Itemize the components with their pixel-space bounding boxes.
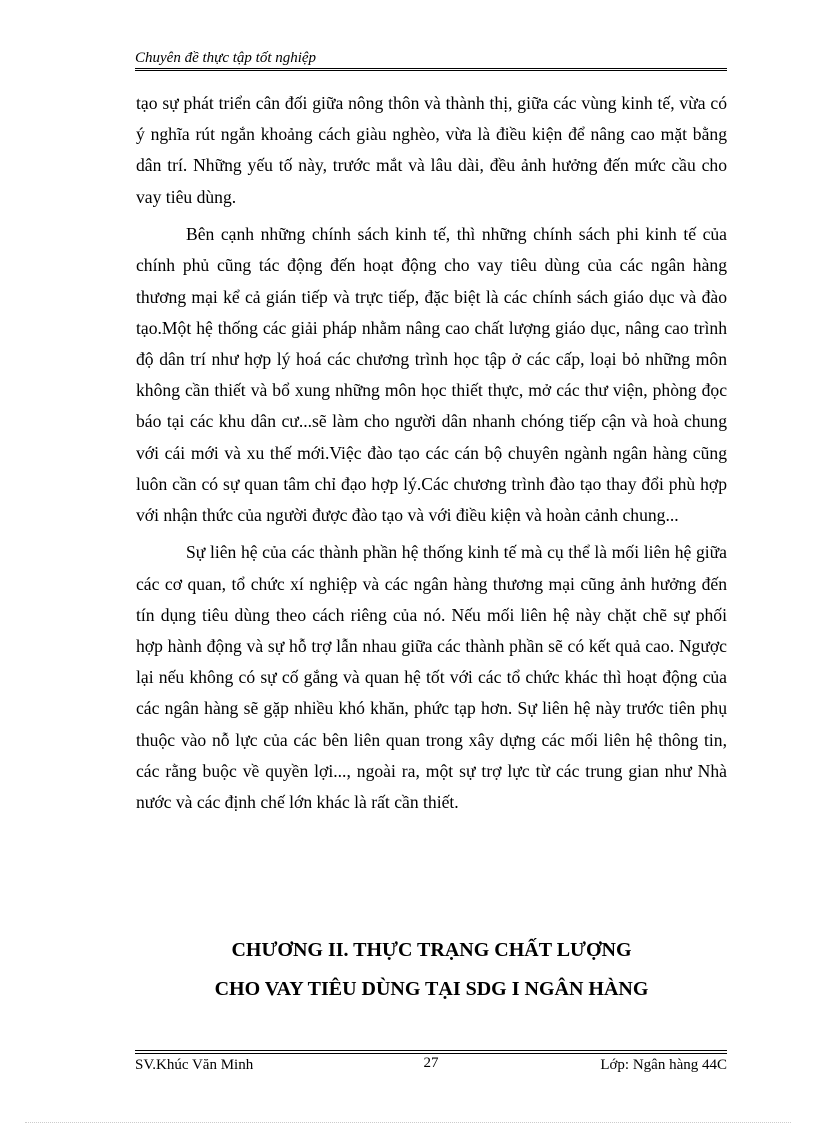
footer-rule bbox=[135, 1050, 727, 1051]
chapter-heading-line-2: CHO VAY TIÊU DÙNG TẠI SDG I NGÂN HÀNG bbox=[214, 978, 649, 1000]
chapter-heading-line-1: CHƯƠNG II. THỰC TRẠNG CHẤT LƯỢNG bbox=[231, 939, 632, 961]
header-rule bbox=[135, 68, 727, 69]
footer-class: Lớp: Ngân hàng 44C bbox=[600, 1057, 727, 1073]
running-header: Chuyên đề thực tập tốt nghiệp bbox=[135, 50, 317, 66]
paragraph-3: Sự liên hệ của các thành phần hệ thống kinh tế mà cụ thể là mối liên hệ giữa các cơ quan, tổ chức xí nghiệp và các ngân hàng thương mại cũng ảnh hưởng đến tín dụng tiêu dùng theo cách riêng của nó. Nếu mối liên hệ này chặt chẽ sự phối hợp hành động và sự hỗ trợ lẫn nhau giữa các thành phần sẽ có kết quả cao. Ngược lại nếu không có sự cố gắng và quan hệ tốt với các tổ chức khác thì hoạt động của các ngân hàng sẽ gặp nhiều khó khăn, phức tạp hơn. Sự liên hệ này trước tiên phụ thuộc vào nỗ lực của các bên liên quan trong xây dựng các mối liên hệ thông tin, các rằng buộc về quyền lợi..., ngoài ra, một sự trợ lực từ các trung gian như Nhà nước và các định chế lớn khác là rất cần thiết. bbox=[136, 542, 727, 813]
paragraph-1: tạo sự phát triển cân đối giữa nông thôn và thành thị, giữa các vùng kinh tế, vừa có ý nghĩa rút ngắn khoảng cách giàu nghèo, vừa là điều kiện để nâng cao mặt bằng dân trí. Những yếu tố này, trước mắt và lâu dài, đều ảnh hưởng đến mức cầu cho vay tiêu dùng. bbox=[136, 93, 727, 207]
paragraph-2: Bên cạnh những chính sách kinh tế, thì những chính sách phi kinh tế của chính phủ cũng tác động đến hoạt động cho vay tiêu dùng của các ngân hàng thương mại kể cả gián tiếp và trực tiếp, đặc biệt là các chính sách giáo dục và đào tạo.Một hệ thống các giải pháp nhằm nâng cao chất lượng giáo dục, nâng cao trình độ dân trí như hợp lý hoá các chương trình học tập ở các cấp, loại bỏ những môn không cần thiết và bổ xung những môn học thiết thực, mở các thư viện, phòng đọc báo tại các khu dân cư...sẽ làm cho người dân nhanh chóng tiếp cận và hoà chung với cái mới và xu thế mới.Việc đào tạo các cán bộ chuyên ngành ngân hàng cũng luôn cần có sự quan tâm chỉ đạo hợp lý.Các chương trình đào tạo thay đổi phù hợp với nhận thức của người được đào tạo và với điều kiện và hoàn cảnh chung... bbox=[136, 224, 727, 525]
body-text bbox=[136, 88, 727, 825]
running-footer bbox=[135, 1057, 727, 1079]
header-rule-double bbox=[135, 70, 727, 71]
footer-rule-double bbox=[135, 1053, 727, 1054]
chapter-heading bbox=[136, 931, 727, 1009]
page-number: 27 bbox=[423, 1055, 439, 1071]
footer-author: SV.Khúc Văn Minh bbox=[135, 1057, 254, 1073]
